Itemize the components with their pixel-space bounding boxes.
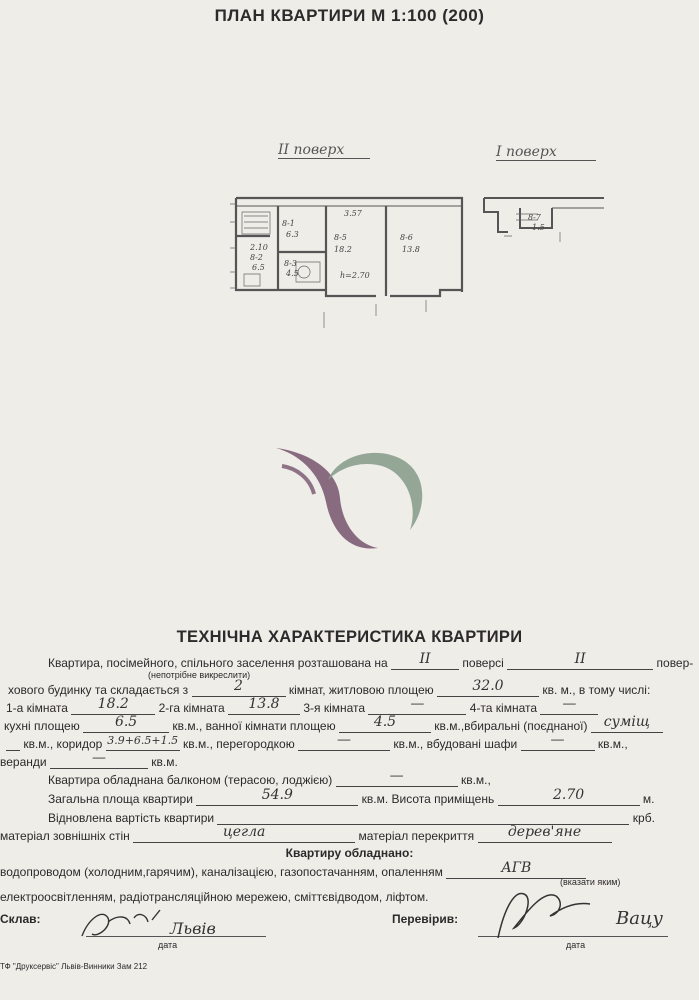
field-closets: — (521, 736, 595, 751)
label-sqm: кв.м., (597, 737, 628, 751)
room-label-8-6: 8-6 (400, 233, 413, 242)
signature-checker (484, 880, 694, 946)
room-area-8-5: 18.2 (334, 245, 352, 254)
label-wall-material: матеріал зовнішніх стін (0, 829, 130, 843)
room-area-8-2: 6.5 (252, 263, 265, 272)
room-label-8-3: 8-3 (284, 259, 297, 268)
form-row-9 (48, 810, 655, 825)
room-label-8-1: 8-1 (282, 219, 295, 228)
field-height: 2.70 (498, 791, 640, 806)
field-living-area: 32.0 (437, 682, 539, 697)
plan-title: ПЛАН КВАРТИРИ М 1:100 (200) (214, 6, 485, 25)
field-kitchen: 6.5 (83, 718, 169, 733)
room-label-8-7: 8-7 (528, 213, 541, 222)
label-kitchen: кухні площею (4, 719, 80, 733)
label-height: кв.м. Висота приміщень (361, 792, 495, 806)
label-utilities: водопроводом (холодним,гарячим), каналізацією, газопостачанням, опаленням (0, 865, 443, 879)
label-currency: крб. (632, 811, 655, 825)
label-veranda: веранди (0, 755, 47, 769)
label-floor-cont: повер- (656, 656, 694, 670)
field-room-count: 2 (192, 682, 286, 697)
note-specify: (вказати яким) (560, 877, 621, 887)
field-corridor: 3.9+6.5+1.5 (106, 736, 180, 751)
field-wc-area (6, 736, 20, 751)
label-value: Відновлена вартість квартири (48, 811, 215, 825)
label-room-4: 4-та кімната (469, 701, 538, 715)
form-row-4 (4, 714, 663, 733)
label-corridor: кв.м., коридор (23, 737, 103, 751)
label-meters: м. (642, 792, 655, 806)
field-floor: II (391, 655, 459, 670)
signature-compiler (78, 900, 278, 950)
label-bathroom: кв.м., ванної кімнати площею (172, 719, 336, 733)
room-area-8-7: 1.5 (532, 223, 545, 232)
form-row-13: електроосвітленням, радіотрансляційною мережею, сміттєвідводом, ліфтом. (0, 890, 429, 904)
form-row-3 (6, 696, 598, 715)
floor-label-second: II поверх (278, 142, 370, 159)
field-floor-material: дерев'яне (478, 828, 612, 843)
form-row-12 (0, 860, 586, 879)
label-floor: поверсі (462, 656, 504, 670)
field-veranda: — (50, 754, 148, 769)
room-label-8-2: 8-2 (250, 253, 263, 262)
signature-text-checker: Вацу (616, 908, 663, 929)
field-heating: АГВ (446, 864, 586, 879)
label-balcony-sqm: кв.м., (460, 773, 491, 787)
label-balcony: Квартира обладнана балконом (терасою, лоджією) (48, 773, 333, 787)
room-area-8-6: 13.8 (402, 245, 420, 254)
field-room-4: — (540, 700, 598, 715)
field-wc: суміщ (591, 718, 663, 733)
note-cross-out: (непотрібне викреслити) (148, 670, 251, 680)
field-balcony: — (336, 772, 458, 787)
label-veranda-sqm: кв.м. (151, 755, 178, 769)
field-value (217, 810, 629, 825)
label-checked-by: Перевірив: (392, 912, 459, 926)
label-date-2: дата (566, 940, 586, 950)
form-row-5 (6, 732, 628, 751)
form-row-7 (48, 768, 491, 787)
label-date-1: дата (158, 940, 178, 950)
signature-text-compiler: Львів (170, 919, 216, 938)
floor-plan-second (230, 192, 470, 328)
label-floor-material: матеріал перекриття (358, 829, 475, 843)
equipped-heading: Квартиру обладнано: (285, 846, 414, 860)
label-compiled-by: Склав: (0, 912, 41, 926)
room-area-8-3: 4.5 (286, 269, 299, 278)
printer-footer: ТФ "Друксервіс" Львів-Винники Зам 212 (0, 962, 148, 971)
form-row-6 (0, 750, 178, 769)
field-room-1: 18.2 (71, 700, 155, 715)
label-closets: кв.м., вбудовані шафи (393, 737, 518, 751)
field-room-3: — (368, 700, 466, 715)
label-consists: хового будинку та складається з (8, 683, 189, 697)
label-partition: кв.м., перегородкою (183, 737, 295, 751)
floor-label-first: I поверх (496, 144, 596, 161)
form-row-2 (8, 678, 651, 697)
label-living-area: кімнат, житловою площею (288, 683, 434, 697)
section-heading: ТЕХНІЧНА ХАРАКТЕРИСТИКА КВАРТИРИ (176, 628, 523, 646)
label-total-area: Загальна площа квартири (48, 792, 193, 806)
field-partition: — (298, 736, 390, 751)
field-room-2: 13.8 (228, 700, 300, 715)
floor-plan-first (480, 192, 610, 252)
dimension-3-57: 3.57 (344, 209, 362, 218)
room-area-8-1: 6.3 (286, 230, 299, 239)
watermark-logo (268, 440, 433, 560)
field-total-floors: II (507, 655, 653, 670)
ceiling-height: h=2.70 (340, 271, 370, 280)
form-row-1 (48, 651, 694, 670)
form-row-10 (0, 824, 612, 843)
dimension-2-10: 2.10 (250, 243, 268, 252)
field-bathroom: 4.5 (339, 718, 431, 733)
label-including: кв. м., в тому числі: (542, 683, 651, 697)
field-wall-material: цегла (133, 828, 355, 843)
label-wc: кв.м.,вбиральні (поєднаної) (434, 719, 588, 733)
field-total-area: 54.9 (196, 791, 358, 806)
form-row-8 (48, 787, 655, 806)
label-room-1: 1-а кімната (6, 701, 68, 715)
label-room-3: 3-я кімната (303, 701, 366, 715)
label-room-2: 2-га кімната (158, 701, 225, 715)
room-label-8-5: 8-5 (334, 233, 347, 242)
label-location: Квартира, посімейного, спільного заселення розташована на (48, 656, 388, 670)
